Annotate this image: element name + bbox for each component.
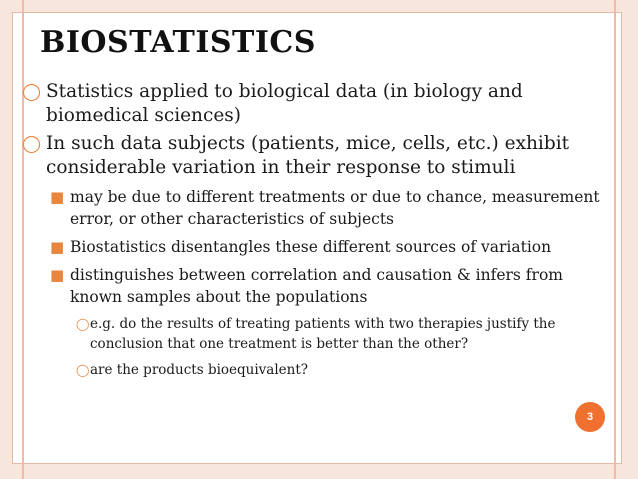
square-bullet-icon: ■ — [50, 188, 65, 206]
sub-bullet-item — [20, 236, 610, 258]
bullet-text: Biostatistics disentangles these different sources of variation — [70, 238, 552, 256]
bullet-list — [20, 80, 610, 384]
square-bullet-icon: ■ — [50, 266, 65, 284]
bullet-text: In such data subjects (patients, mice, cells, etc.) exhibit considerable variation in their response to stimuli — [46, 133, 570, 178]
ring-bullet-icon: ◯ — [76, 317, 90, 331]
sub-bullet-item — [20, 264, 610, 308]
slide-title: BIOSTATISTICS — [40, 25, 316, 60]
bullet-text: Statistics applied to biological data (in biology and biomedical sciences) — [46, 81, 523, 126]
bullet-text: are the products bioequivalent? — [90, 362, 309, 378]
ring-bullet-icon: ◯ — [22, 82, 42, 102]
bullet-item — [20, 80, 610, 128]
sub-bullet-item — [20, 186, 610, 230]
right-accent-line — [614, 0, 616, 479]
ring-bullet-icon: ◯ — [76, 363, 90, 377]
bullet-text: distinguishes between correlation and causation & infers from known samples about the populations — [70, 266, 563, 306]
sub-sub-bullet-item — [20, 360, 610, 380]
page-number-badge: 3 — [575, 402, 605, 432]
ring-bullet-icon: ◯ — [22, 134, 42, 154]
bullet-item — [20, 132, 610, 180]
sub-sub-bullet-item — [20, 314, 610, 354]
bullet-text: may be due to different treatments or due to chance, measurement error, or other characteristics of subjects — [70, 188, 600, 228]
bullet-text: e.g. do the results of treating patients with two therapies justify the conclusion that one treatment is better than the other? — [90, 316, 556, 352]
square-bullet-icon: ■ — [50, 238, 65, 256]
